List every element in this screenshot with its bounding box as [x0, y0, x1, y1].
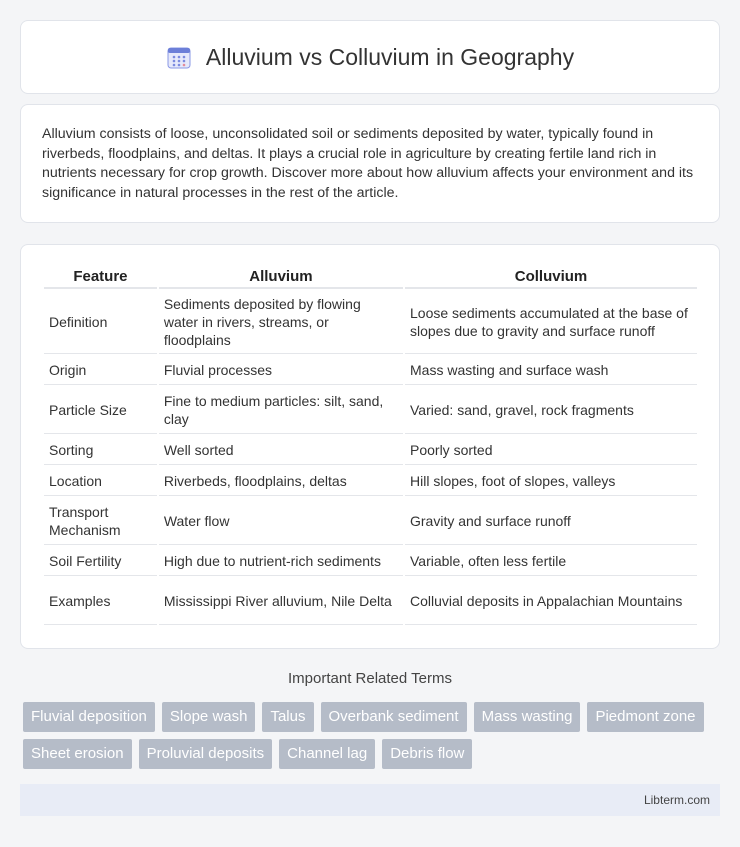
feature-cell: Transport Mechanism	[44, 498, 157, 545]
title-card	[20, 20, 720, 94]
alluvium-cell: Fluvial processes	[159, 356, 403, 385]
table-row	[44, 436, 697, 465]
intro-text: Alluvium consists of loose, unconsolidated soil or sediments deposited by water, typically found in riverbeds, floodplains, and deltas. It plays a crucial role in agriculture by creating fertile land rich in nutrients necessary for crop growth. Discover more about how alluvium affects your environment and its significance in natural processes in the rest of the article.	[42, 126, 694, 201]
tag-channel-lag[interactable]: Channel lag	[279, 739, 375, 769]
table-row	[44, 467, 697, 496]
table-row	[44, 498, 697, 545]
tag-mass-wasting[interactable]: Mass wasting	[474, 702, 581, 732]
colluvium-cell: Loose sediments accumulated at the base of slopes due to gravity and surface runoff	[405, 291, 697, 354]
tag-piedmont-zone[interactable]: Piedmont zone	[587, 702, 703, 732]
colluvium-cell: Hill slopes, foot of slopes, valleys	[405, 467, 697, 496]
alluvium-cell: Riverbeds, floodplains, deltas	[159, 467, 403, 496]
table-row	[44, 547, 697, 576]
colluvium-cell: Gravity and surface runoff	[405, 498, 697, 545]
table-row	[44, 578, 697, 625]
header-alluvium: Alluvium	[159, 267, 403, 289]
feature-cell: Examples	[44, 578, 157, 625]
intro-card	[20, 104, 720, 223]
colluvium-cell: Variable, often less fertile	[405, 547, 697, 576]
table-row	[44, 356, 697, 385]
feature-cell: Definition	[44, 291, 157, 354]
table-header-row	[44, 267, 697, 289]
header-colluvium: Colluvium	[405, 267, 697, 289]
tag-fluvial-deposition[interactable]: Fluvial deposition	[23, 702, 155, 732]
feature-cell: Soil Fertility	[44, 547, 157, 576]
colluvium-cell: Colluvial deposits in Appalachian Mountains	[405, 578, 697, 625]
table-row	[44, 387, 697, 434]
table-row	[44, 291, 697, 354]
colluvium-cell: Poorly sorted	[405, 436, 697, 465]
tag-sheet-erosion[interactable]: Sheet erosion	[23, 739, 132, 769]
feature-cell: Location	[44, 467, 157, 496]
alluvium-cell: High due to nutrient-rich sediments	[159, 547, 403, 576]
footer	[20, 784, 720, 816]
alluvium-cell: Fine to medium particles: silt, sand, clay	[159, 387, 403, 434]
tag-overbank-sediment[interactable]: Overbank sediment	[321, 702, 467, 732]
feature-cell: Particle Size	[44, 387, 157, 434]
tag-slope-wash[interactable]: Slope wash	[162, 702, 256, 732]
related-terms-title: Important Related Terms	[288, 670, 452, 687]
footer-link[interactable]: Libterm.com	[643, 793, 710, 807]
header-feature: Feature	[44, 267, 157, 289]
tag-proluvial-deposits[interactable]: Proluvial deposits	[139, 739, 273, 769]
page-title: Alluvium vs Colluvium in Geography	[205, 43, 575, 70]
colluvium-cell: Varied: sand, gravel, rock fragments	[405, 387, 697, 434]
comparison-card	[20, 244, 720, 649]
alluvium-cell: Mississippi River alluvium, Nile Delta	[159, 578, 403, 625]
alluvium-cell: Sediments deposited by flowing water in rivers, streams, or floodplains	[159, 291, 403, 354]
calendar-grid-icon	[166, 44, 192, 70]
colluvium-cell: Mass wasting and surface wash	[405, 356, 697, 385]
related-tags	[23, 702, 723, 769]
feature-cell: Origin	[44, 356, 157, 385]
alluvium-cell: Water flow	[159, 498, 403, 545]
feature-cell: Sorting	[44, 436, 157, 465]
tag-debris-flow[interactable]: Debris flow	[382, 739, 472, 769]
comparison-table	[42, 265, 699, 627]
alluvium-cell: Well sorted	[159, 436, 403, 465]
tag-talus[interactable]: Talus	[262, 702, 313, 732]
